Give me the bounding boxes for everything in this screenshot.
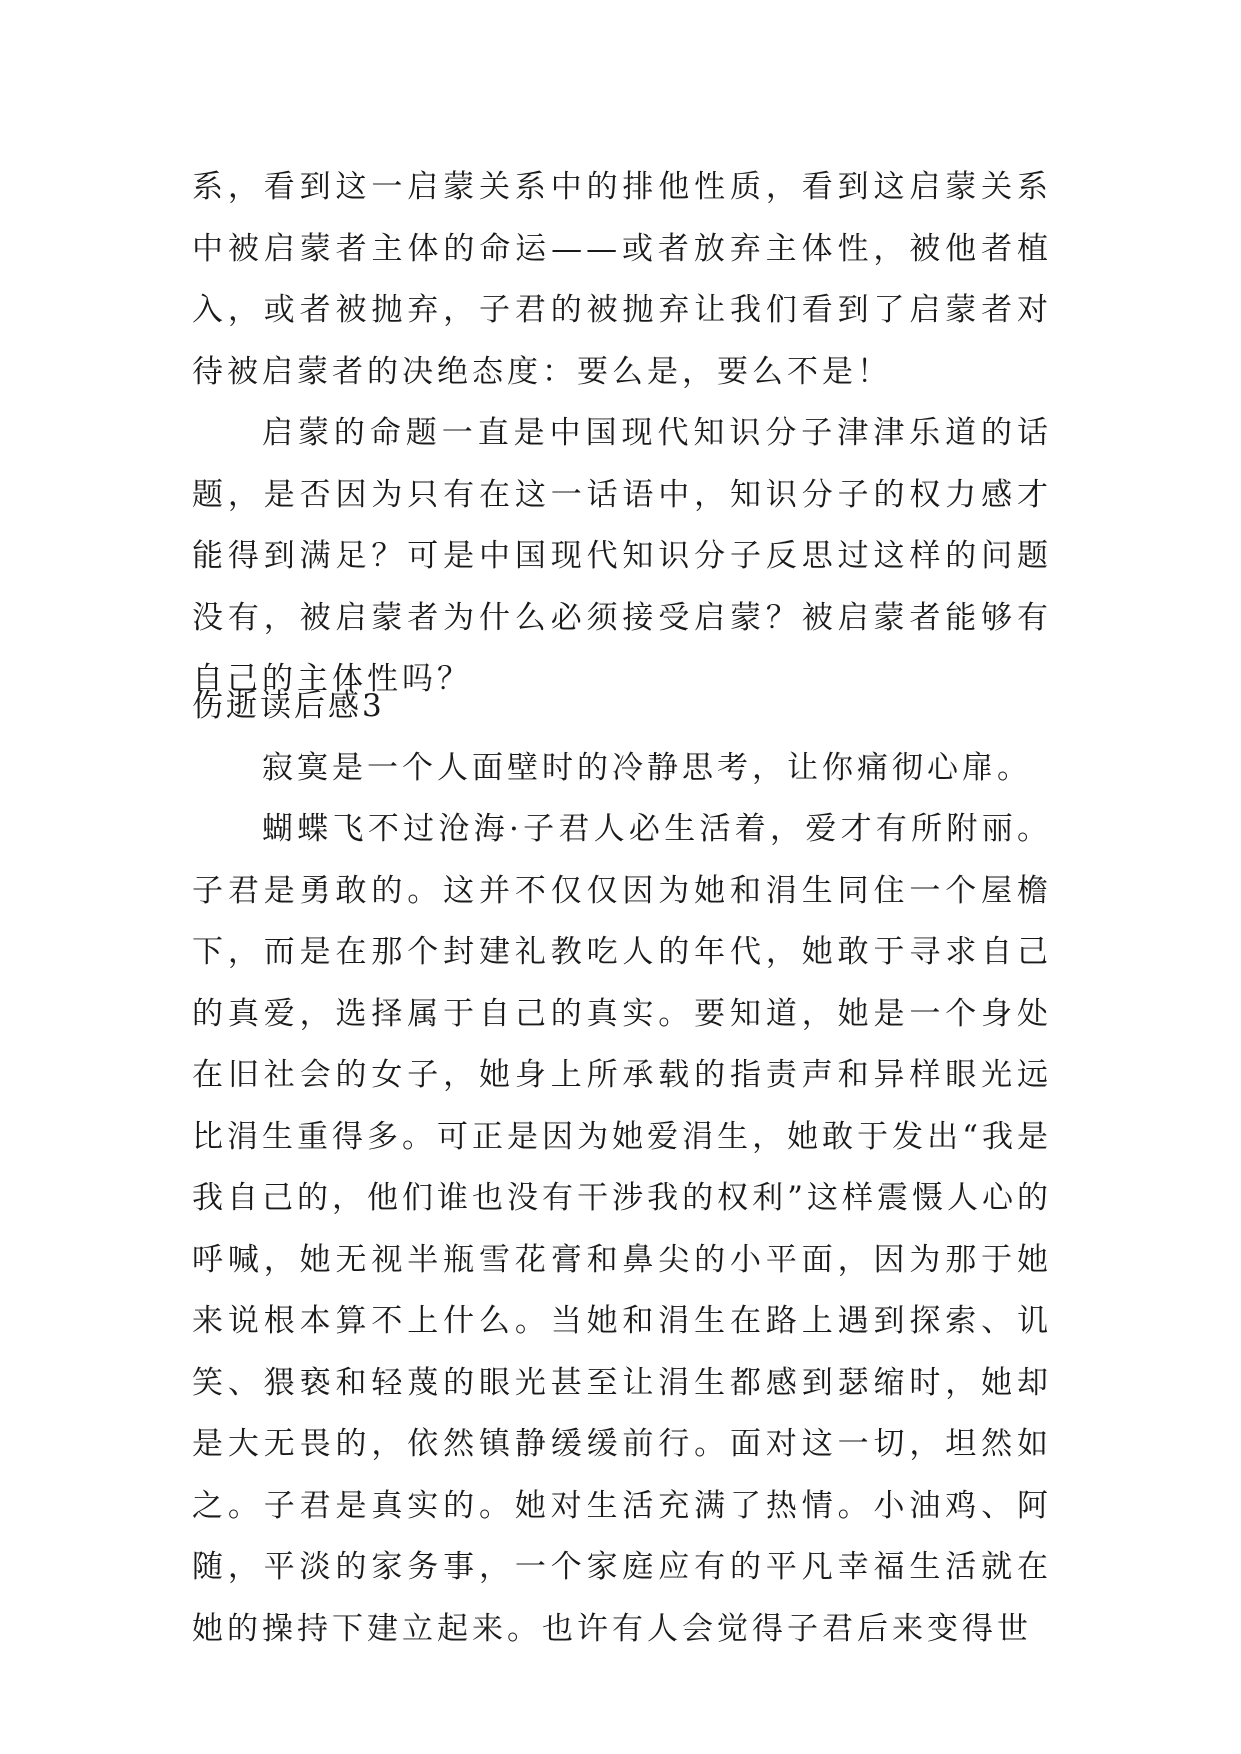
text-section-lower bbox=[192, 676, 1052, 1660]
paragraph-continuation: 系，看到这一启蒙关系中的排他性质，看到这启蒙关系中被启蒙者主体的命运——或者放弃主体性，被他者植入，或者被抛弃，子君的被抛弃让我们看到了启蒙者对待被启蒙者的决绝态度：要么是，要么不是！ bbox=[192, 169, 1052, 390]
paragraph-enlightenment: 启蒙的命题一直是中国现代知识分子津津乐道的话题，是否因为只有在这一话语中，知识分子的权力感才能得到满足？可是中国现代知识分子反思过这样的问题没有，被启蒙者为什么必须接受启蒙？被启蒙者能够有自己的主体性吗？ bbox=[192, 415, 1052, 697]
section-title: 伤逝读后感3 bbox=[192, 688, 385, 724]
text-section-upper bbox=[192, 157, 1052, 711]
paragraph-loneliness: 寂寞是一个人面壁时的冷静思考，让你痛彻心扉。 bbox=[262, 749, 1032, 786]
paragraph-zijun: 蝴蝶飞不过沧海·子君人必生活着，爱才有所附丽。子君是勇敢的。这并不仅仅因为她和涓生同住一个屋檐下，而是在那个封建礼教吃人的年代，她敢于寻求自己的真爱，选择属于自己的真实。要知道，她是一个身处在旧社会的女子，她身上所承载的指责声和异样眼光远比涓生重得多。可正是因为她爱涓生，她敢于发出“我是我自己的，他们谁也没有干涉我的权利”这样震慑人心的呼喊，她无视半瓶雪花膏和鼻尖的小平面，因为那于她来说根本算不上什么。当她和涓生在路上遇到探索、讥笑、猥亵和轻蔑的眼光甚至让涓生都感到瑟缩时，她却是大无畏的，依然镇静缓缓前行。面对这一切，坦然如之。子君是真实的。她对生活充满了热情。小油鸡、阿随，平淡的家务事，一个家庭应有的平凡幸福生活就在她的操持下建立起来。也许有人会觉得子君后来变得世 bbox=[192, 811, 1052, 1647]
